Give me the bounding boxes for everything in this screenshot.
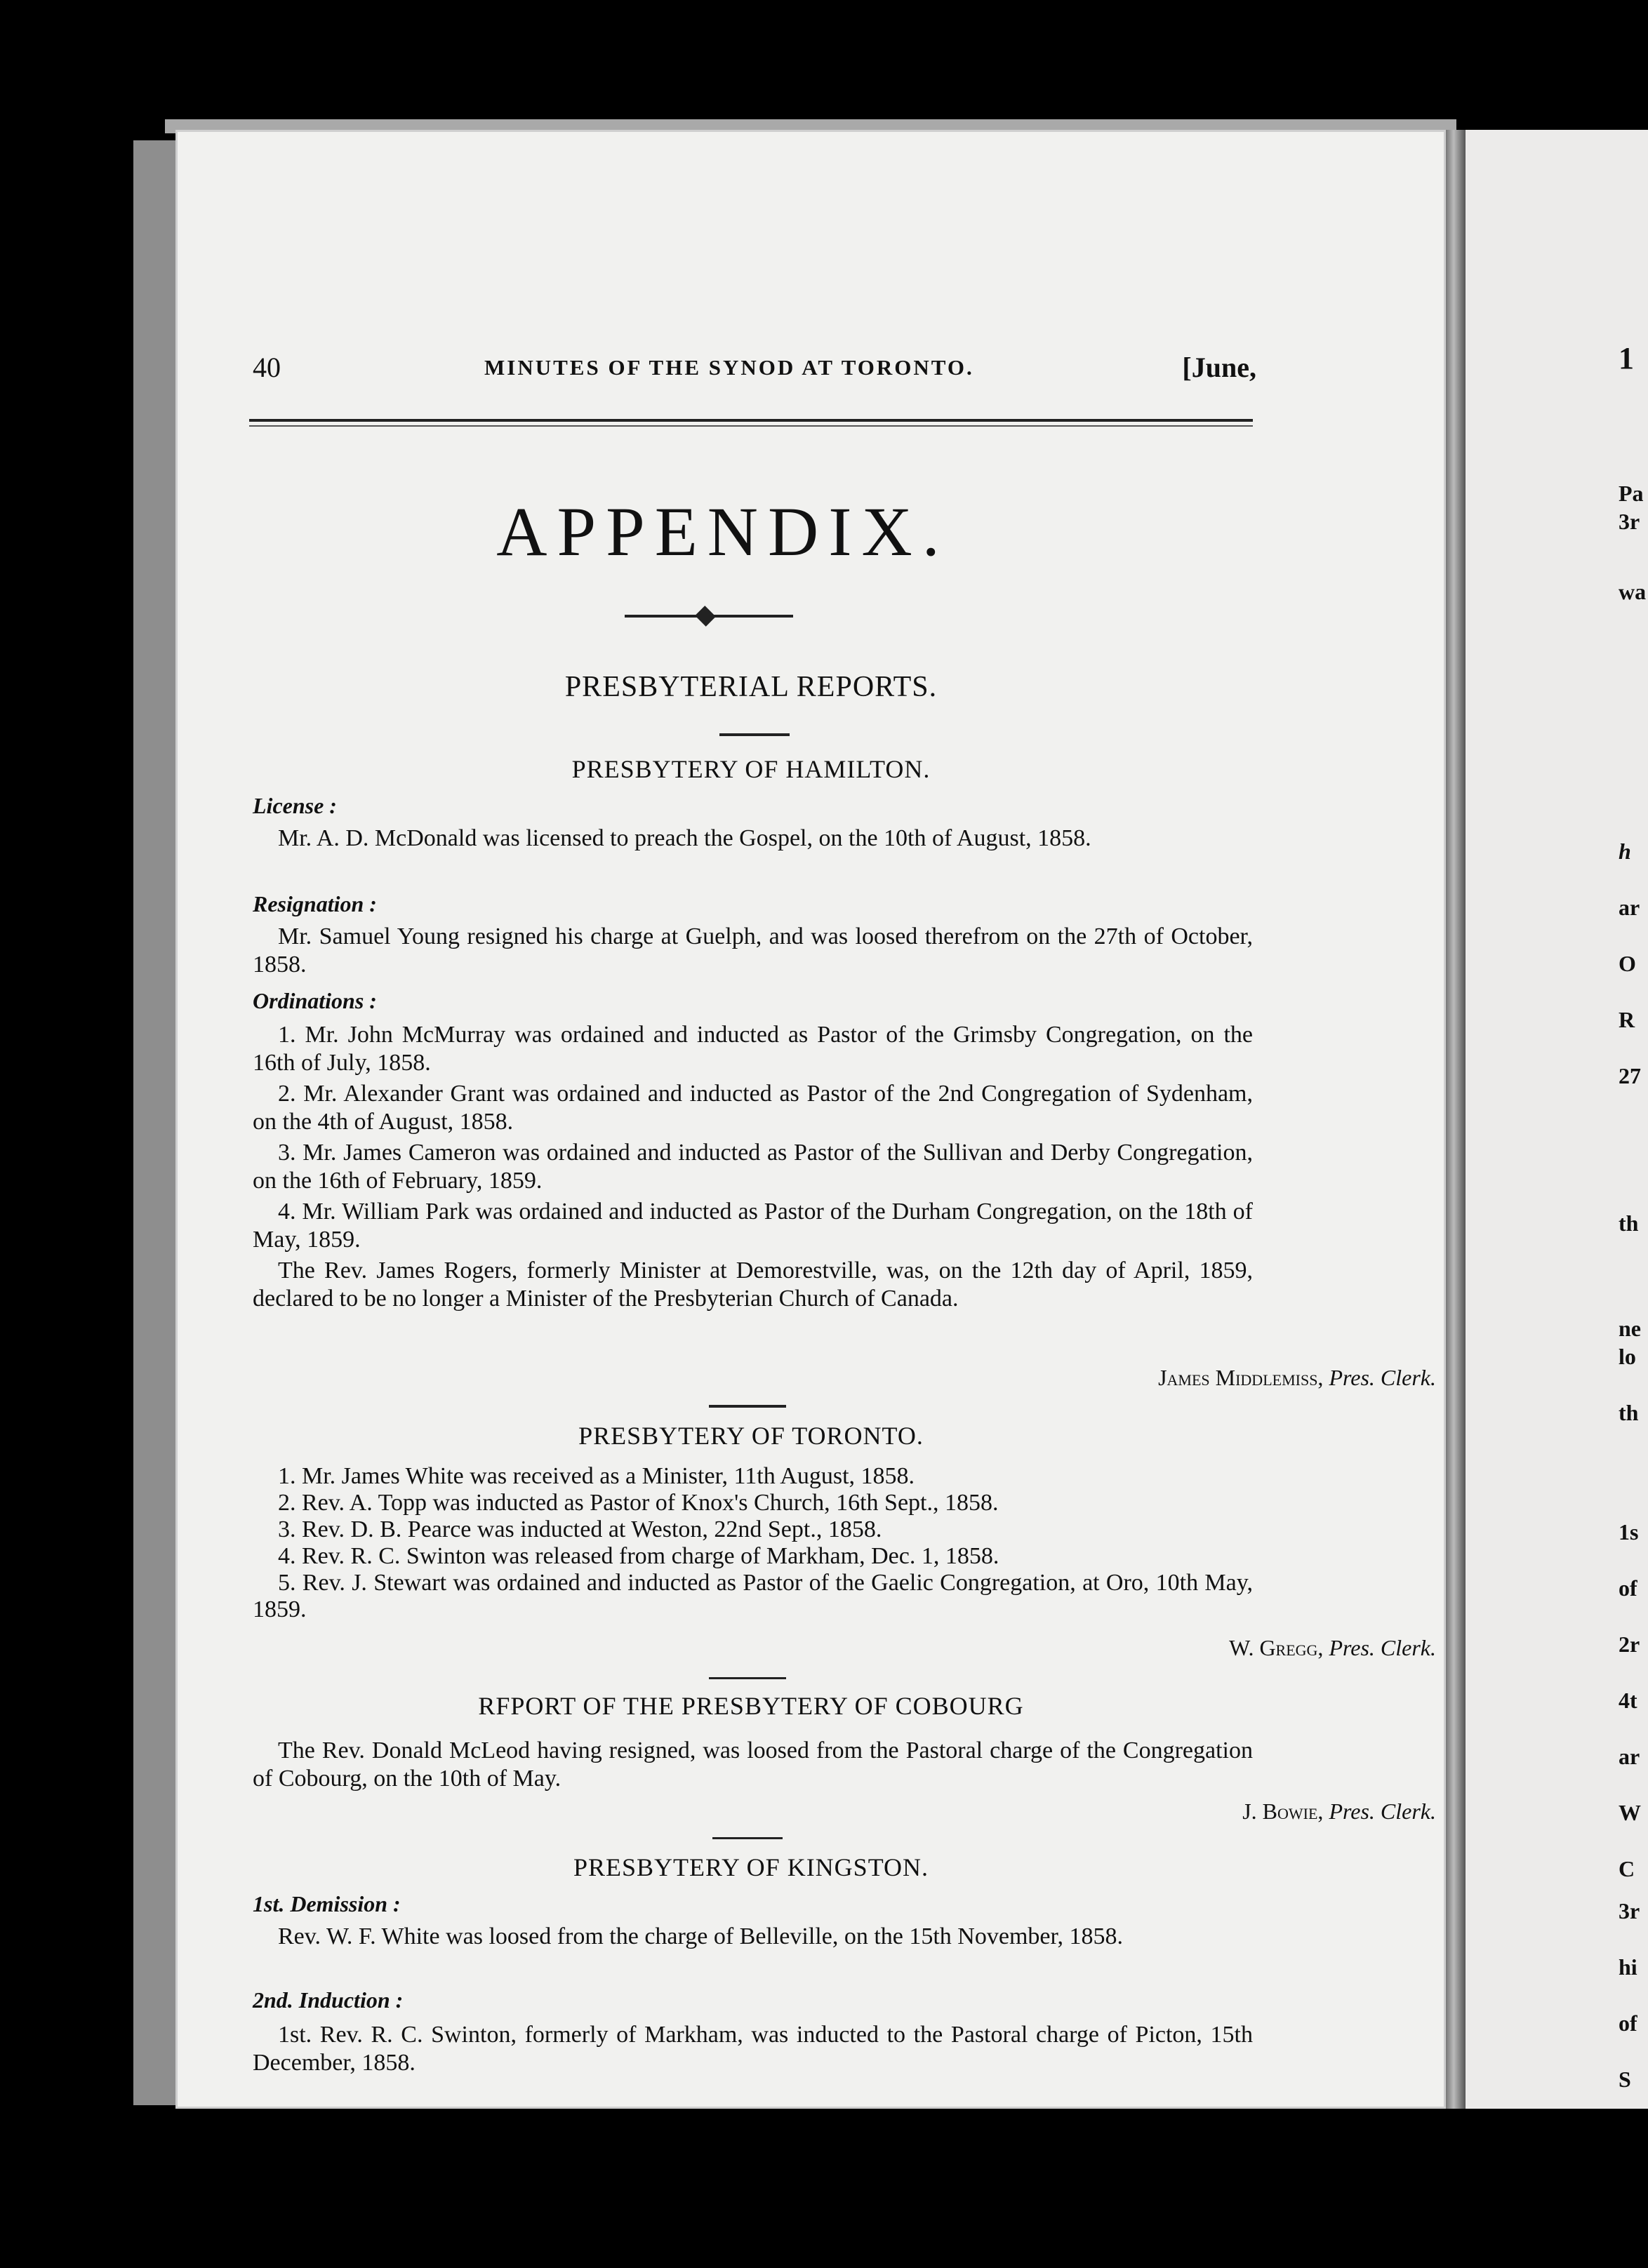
induction-label: 2nd. Induction :: [253, 1987, 404, 2013]
resignation-text: Mr. Samuel Young resigned his charge at Guelph, and was loosed therefrom on the 27th of October, 1858.: [253, 923, 1253, 978]
facing-page-fragment: C: [1619, 1856, 1635, 1881]
running-date: [June,: [1182, 352, 1256, 383]
toronto-item: 4. Rev. R. C. Swinton was released from charge of Markham, Dec. 1, 1858.: [278, 1543, 999, 1569]
header-rule: [249, 419, 1253, 422]
facing-page-fragment: ar: [1619, 895, 1640, 920]
facing-page-fragment: 27: [1619, 1063, 1641, 1088]
facing-page-fragment: O: [1619, 951, 1636, 976]
kingston-heading: PRESBYTERY OF KINGSTON.: [573, 1853, 929, 1881]
page-stack-edge: [133, 140, 175, 2105]
facing-page-fragment: W: [1619, 1800, 1641, 1825]
title-ornament: [625, 615, 793, 618]
divider: [712, 1837, 783, 1839]
ordination-item: 3. Mr. James Cameron was ordained and inducted as Pastor of the Sullivan and Derby Congregation, on the 16th of February, 1859.: [253, 1140, 1253, 1194]
header-rule-thin: [249, 425, 1253, 427]
signature-name: James Middlemiss,: [1158, 1365, 1324, 1390]
signature-title: Pres. Clerk.: [1329, 1799, 1436, 1824]
ordinations-label: Ordinations :: [253, 988, 377, 1013]
appendix-title: APPENDIX.: [496, 493, 950, 571]
license-text-block: [253, 825, 1253, 853]
toronto-item: 5. Rev. J. Stewart was ordained and inducted as Pastor of the Gaelic Congregation, at Oro, 10th May, 1859.: [253, 1570, 1253, 1622]
toronto-item: 2. Rev. A. Topp was inducted as Pastor of Knox's Church, 16th Sept., 1858.: [278, 1490, 999, 1516]
demission-text-block: [253, 1923, 1253, 1951]
ordinations-list: [253, 1021, 1253, 1313]
facing-page: [1466, 130, 1648, 2109]
cobourg-signature: [1242, 1799, 1436, 1825]
ordination-item: 1. Mr. John McMurray was ordained and inducted as Pastor of the Grimsby Congregation, on the 16th of July, 1858.: [253, 1022, 1253, 1076]
cobourg-heading: RFPORT OF THE PRESBYTERY OF COBOURG: [478, 1692, 1024, 1720]
facing-page-fragment: hi: [1619, 1954, 1637, 1980]
ordination-item: 2. Mr. Alexander Grant was ordained and inducted as Pastor of the 2nd Congregation of Sydenham, on the 4th of August, 1858.: [253, 1081, 1253, 1135]
license-text: Mr. A. D. McDonald was licensed to preach the Gospel, on the 10th of August, 1858.: [278, 825, 1091, 851]
divider: [719, 733, 790, 736]
divider: [709, 1405, 786, 1408]
license-label: License :: [253, 793, 337, 818]
hamilton-closing: The Rev. James Rogers, formerly Minister at Demorestville, was, on the 12th day of April, 1859, declared to be no longer a Minister of the Presbyterian Church of Canada.: [253, 1258, 1253, 1312]
running-header: [253, 351, 1256, 386]
facing-page-fragment: 1: [1619, 341, 1634, 375]
facing-page-fragment: th: [1619, 1210, 1639, 1236]
page-number: 40: [253, 352, 281, 383]
facing-page-fragment: Pa: [1619, 481, 1644, 506]
facing-page-fragment: ar: [1619, 1744, 1640, 1769]
facing-page-fragment: of: [1619, 2010, 1637, 2036]
divider: [709, 1677, 786, 1679]
toronto-item: 1. Mr. James White was received as a Minister, 11th August, 1858.: [278, 1463, 915, 1489]
book-spine: [1446, 130, 1466, 2109]
facing-page-fragment: ne: [1619, 1316, 1641, 1341]
facing-page-fragment: 2r: [1619, 1632, 1640, 1657]
facing-page-fragment: 4t: [1619, 1688, 1637, 1713]
signature-name: W. Gregg,: [1229, 1635, 1324, 1660]
cobourg-text: The Rev. Donald McLeod having resigned, was loosed from the Pastoral charge of the Congregation of Cobourg, on the 10th of May.: [253, 1737, 1253, 1792]
facing-page-fragment: th: [1619, 1400, 1639, 1425]
facing-page-fragment: wa: [1619, 579, 1647, 604]
hamilton-signature: [1158, 1365, 1436, 1391]
toronto-signature: [1229, 1635, 1436, 1661]
demission-text: Rev. W. F. White was loosed from the charge of Belleville, on the 15th November, 1858.: [278, 1923, 1123, 1949]
toronto-heading: PRESBYTERY OF TORONTO.: [578, 1422, 924, 1450]
resignation-label: Resignation :: [253, 891, 377, 916]
signature-name: J. Bowie,: [1242, 1799, 1324, 1824]
resignation-text-block: [253, 923, 1253, 979]
running-title: MINUTES OF THE SYNOD AT TORONTO.: [484, 355, 974, 380]
facing-page-fragment: of: [1619, 1575, 1637, 1601]
facing-page-fragment: R: [1619, 1007, 1635, 1032]
induction-text: 1st. Rev. R. C. Swinton, formerly of Markham, was inducted to the Pastoral charge of Picton, 15th December, 1858.: [253, 2022, 1253, 2076]
signature-title: Pres. Clerk.: [1329, 1365, 1436, 1390]
facing-page-fragment: 3r: [1619, 1898, 1640, 1923]
facing-page-fragment: S: [1619, 2067, 1631, 2092]
facing-page-fragment: lo: [1619, 1344, 1636, 1369]
facing-page-fragment: 1s: [1619, 1519, 1639, 1545]
hamilton-heading: PRESBYTERY OF HAMILTON.: [571, 755, 931, 783]
cobourg-text-block: [253, 1737, 1253, 1793]
ordination-item: 4. Mr. William Park was ordained and inducted as Pastor of the Durham Congregation, on the 18th of May, 1859.: [253, 1199, 1253, 1253]
facing-page-fragment: 3r: [1619, 509, 1640, 534]
toronto-list: [253, 1463, 1253, 1623]
toronto-item: 3. Rev. D. B. Pearce was inducted at Weston, 22nd Sept., 1858.: [278, 1516, 882, 1542]
demission-label: 1st. Demission :: [253, 1891, 401, 1916]
signature-title: Pres. Clerk.: [1329, 1635, 1436, 1660]
section-title: PRESBYTERIAL REPORTS.: [564, 671, 938, 703]
facing-page-fragment: h: [1619, 839, 1631, 864]
induction-text-block: [253, 2021, 1253, 2077]
